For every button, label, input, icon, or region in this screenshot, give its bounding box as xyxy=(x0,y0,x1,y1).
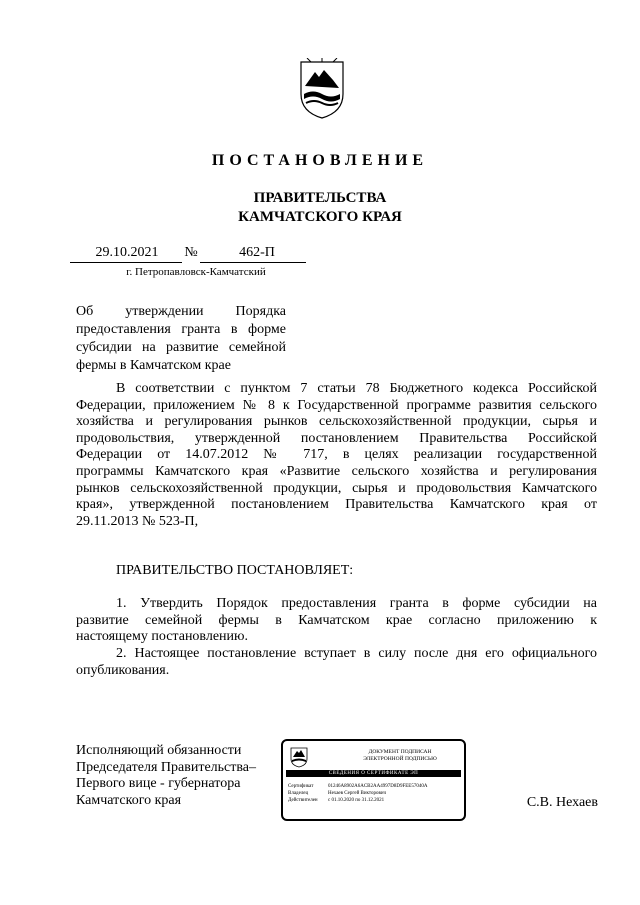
document-subject xyxy=(76,303,286,375)
coat-of-arms-emblem xyxy=(297,58,347,120)
preamble-line: программы Камчатского края «Развитие сельского хозяйства и регулирования xyxy=(76,463,597,479)
stamp-row-validity xyxy=(288,798,384,804)
stamp-header xyxy=(345,749,455,762)
preamble-line: продовольствия, утвержденной постановлением Правительства Российской xyxy=(76,430,597,446)
subject-line: субсидии на развитие семейной xyxy=(76,340,286,355)
preamble-line: Федерации от 14.07.2012 № 717, в целях реализации государственной xyxy=(76,447,597,463)
position-line: Первого вице - губернатора xyxy=(76,776,241,792)
preamble-line: 29.11.2013 № 523-П, xyxy=(76,513,199,529)
stamp-certificate-bar: СВЕДЕНИЯ О СЕРТИФИКАТЕ ЭП xyxy=(286,770,461,777)
preamble-line: хозяйства и регулирования рынков сельскохозяйственной продукции, сырья и xyxy=(76,414,597,430)
position-line: Председателя Правительства– xyxy=(76,759,257,775)
city-line: г. Петропавловск-Камчатский xyxy=(126,266,266,278)
signatory-position xyxy=(76,743,256,809)
decree-heading: ПРАВИТЕЛЬСТВО ПОСТАНОВЛЯЕТ: xyxy=(116,563,354,578)
subject-line: предоставления гранта в форме xyxy=(76,322,286,337)
preamble-line: края», утвержденной постановлением Правительства Камчатского края от xyxy=(76,497,597,513)
stamp-header-line: ЭЛЕКТРОННОЙ ПОДПИСЬЮ xyxy=(363,755,437,762)
stamp-row-value: с 01.10.2020 по 31.12.2021 xyxy=(328,798,385,803)
item-1-line: настоящему постановлению. xyxy=(76,629,248,645)
preamble-paragraph xyxy=(76,381,597,530)
item-1-line: 1. Утвердить Порядок предоставления гранта в форме субсидии на xyxy=(116,596,597,611)
issuer-line-1: ПРАВИТЕЛЬСТВА xyxy=(253,190,387,206)
stamp-row-value: 01246A8902A6ACB2AA4997D8D9FEE57040A xyxy=(328,784,428,789)
subject-line: Об утверждении Порядка xyxy=(76,304,286,319)
subject-line: фермы в Камчатском крае xyxy=(76,358,231,373)
electronic-signature-stamp xyxy=(281,739,466,821)
preamble-line: Федерации, приложением № 8 к Государственной программе развития сельского xyxy=(76,397,597,413)
stamp-row-key: Сертификат xyxy=(288,784,314,789)
preamble-line: рынков сельскохозяйственной продукции, сырья и продовольствия Камчатского xyxy=(76,480,597,496)
issuer-line-2: КАМЧАТСКОГО КРАЯ xyxy=(238,209,402,225)
date-underline xyxy=(70,262,182,263)
document-date: 29.10.2021 xyxy=(95,245,159,260)
position-line: Камчатского края xyxy=(76,792,182,808)
number-sign: № xyxy=(184,245,198,260)
stamp-emblem-icon xyxy=(289,746,309,768)
item-2-paragraph xyxy=(76,646,597,679)
preamble-line: В соответствии с пунктом 7 статьи 78 Бюджетного кодекса Российской xyxy=(116,381,597,396)
stamp-row-value: Нехаев Сергей Викторович xyxy=(328,791,387,796)
number-underline xyxy=(200,262,306,263)
position-line: Исполняющий обязанности xyxy=(76,743,242,758)
stamp-row-certificate xyxy=(288,784,427,790)
document-title: ПОСТАНОВЛЕНИЕ xyxy=(211,152,429,169)
stamp-row-key: Действителен xyxy=(288,798,318,803)
item-1-paragraph xyxy=(76,596,597,646)
item-2-line: опубликования. xyxy=(76,662,170,678)
item-2-line: 2. Настоящее постановление вступает в силу после дня его официального xyxy=(116,646,597,661)
stamp-row-owner xyxy=(288,791,386,797)
document-number: 462-П xyxy=(239,245,275,260)
item-1-line: развитие семейной фермы в Камчатском крае согласно приложению к xyxy=(76,612,597,628)
signatory-name: С.В. Нехаев xyxy=(526,795,598,810)
stamp-header-line: ДОКУМЕНТ ПОДПИСАН xyxy=(368,749,432,755)
stamp-row-key: Владелец xyxy=(288,791,309,796)
